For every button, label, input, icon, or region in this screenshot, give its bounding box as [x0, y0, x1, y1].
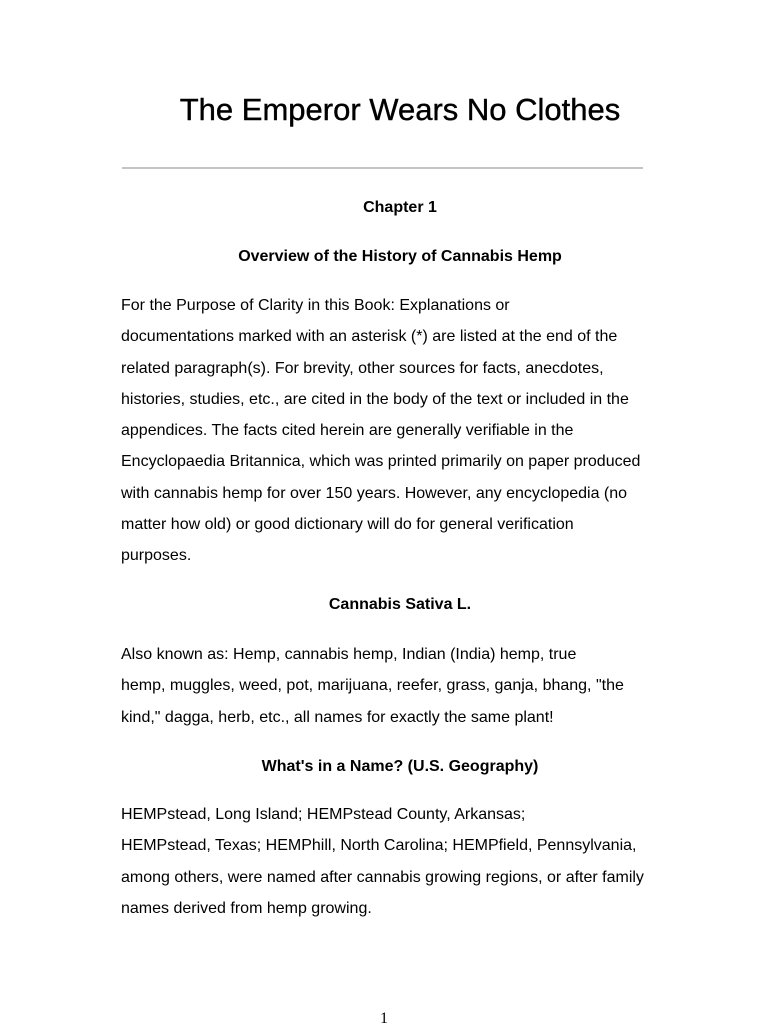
paragraph-clarity	[87, 290, 687, 572]
paragraph-line: histories, studies, etc., are cited in the body of the text or included in the	[121, 390, 629, 408]
paragraph-line: HEMPstead, Long Island; HEMPstead County, Arkansas;	[121, 806, 526, 823]
document-title: The Emperor Wears No Clothes	[179, 92, 621, 127]
title-divider	[122, 167, 643, 169]
chapter-title: Overview of the History of Cannabis Hemp	[238, 248, 562, 265]
paragraph-line: Also known as: Hemp, cannabis hemp, Indian (India) hemp, true	[121, 646, 577, 663]
chapter-label: Chapter 1	[363, 199, 437, 216]
section-heading-cannabis-sativa: Cannabis Sativa L.	[328, 596, 472, 613]
paragraph-line: purposes.	[121, 547, 192, 565]
paragraph-line: kind," dagga, herb, etc., all names for exactly the same plant!	[121, 708, 554, 726]
paragraph-line: related paragraph(s). For brevity, other sources for facts, anecdotes,	[121, 359, 604, 377]
paragraph-line: hemp, muggles, weed, pot, marijuana, reefer, grass, ganja, bhang, "the	[121, 677, 624, 695]
page-number: 1	[380, 1010, 388, 1027]
paragraph-also-known-as	[87, 639, 687, 733]
paragraph-line: appendices. The facts cited herein are generally verifiable in the	[121, 422, 574, 440]
paragraph-line: names derived from hemp growing.	[121, 899, 372, 917]
paragraph-geography	[87, 799, 687, 924]
paragraph-line: For the Purpose of Clarity in this Book: Explanations or	[121, 297, 510, 314]
paragraph-line: matter how old) or good dictionary will do for general verification	[121, 516, 574, 534]
paragraph-line: Encyclopaedia Britannica, which was printed primarily on paper produced	[121, 453, 641, 471]
paragraph-line: among others, were named after cannabis growing regions, or after family	[121, 868, 644, 886]
paragraph-line: HEMPstead, Texas; HEMPhill, North Carolina; HEMPfield, Pennsylvania,	[121, 837, 637, 855]
section-heading-whats-in-a-name: What's in a Name? (U.S. Geography)	[261, 758, 539, 775]
paragraph-line: documentations marked with an asterisk (*) are listed at the end of the	[121, 328, 618, 346]
paragraph-line: with cannabis hemp for over 150 years. However, any encyclopedia (no	[121, 484, 628, 502]
